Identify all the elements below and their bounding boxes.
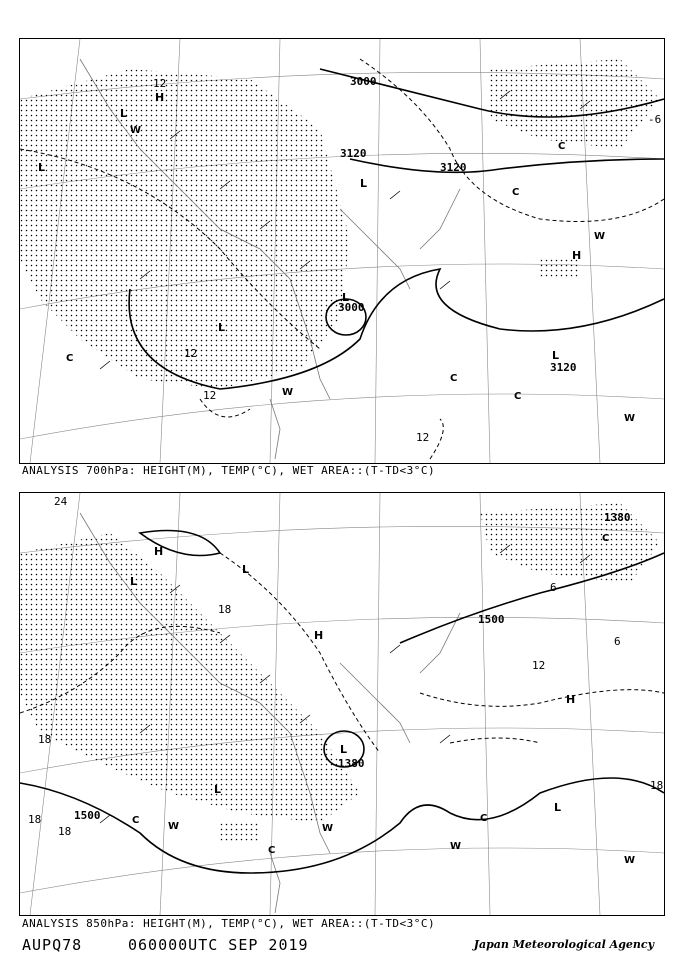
temp-label: 12 [153, 77, 167, 90]
temp-label: 24 [54, 495, 68, 508]
warm-center: W [130, 125, 142, 136]
cold-center: C [602, 533, 610, 544]
cold-center: C [480, 813, 488, 824]
warm-center: W [624, 855, 636, 866]
cold-center: C [66, 353, 74, 364]
low-pressure-center: L [554, 801, 562, 814]
cold-center: C [450, 373, 458, 384]
height-label: 3120 [340, 147, 367, 160]
low-pressure-center: L [130, 575, 138, 588]
high-pressure-center: H [155, 91, 165, 104]
warm-center: W [168, 821, 180, 832]
low-pressure-center: L [552, 349, 560, 362]
warm-center: W [594, 231, 606, 242]
low-pressure-center: L [242, 563, 250, 576]
temp-label: 18 [218, 603, 232, 616]
map-700hpa-canvas [20, 39, 664, 463]
cold-center: C [512, 187, 520, 198]
low-pressure-center: L [218, 321, 226, 334]
valid-time: 060000UTC SEP 2019 [128, 936, 309, 954]
low-pressure-center: L [340, 743, 348, 756]
low-pressure-center: L [120, 107, 128, 120]
temp-label: 12 [184, 347, 198, 360]
temp-label: 6 [550, 581, 557, 594]
cold-center: C [514, 391, 522, 402]
map-panel-850hpa [19, 492, 665, 916]
warm-center: W [450, 841, 462, 852]
height-label: 1500 [74, 809, 101, 822]
high-pressure-center: H [314, 629, 324, 642]
cold-center: C [132, 815, 140, 826]
height-label: 3120 [550, 361, 577, 374]
height-label: 1380 [338, 757, 365, 770]
temp-label: 18 [38, 733, 52, 746]
map-panel-700hpa [19, 38, 665, 464]
temp-label: 12 [416, 431, 430, 444]
agency-name: Japan Meteorological Agency [473, 938, 654, 951]
height-label: 3000 [350, 75, 377, 88]
high-pressure-center: H [572, 249, 582, 262]
cold-center: C [268, 845, 276, 856]
cold-center: C [558, 141, 566, 152]
caption-850hpa: ANALYSIS 850hPa: HEIGHT(M), TEMP(°C), WET AREA::(T-TD<3°C) [22, 917, 436, 930]
temp-label: 18 [28, 813, 42, 826]
low-pressure-center: L [38, 161, 46, 174]
warm-center: W [322, 823, 334, 834]
temp-label: 12 [532, 659, 546, 672]
wet-area-shading [20, 503, 660, 843]
caption-700hpa: ANALYSIS 700hPa: HEIGHT(M), TEMP(°C), WET AREA::(T-TD<3°C) [22, 464, 436, 477]
temp-label: 6 [614, 635, 621, 648]
wet-area-shading [20, 59, 660, 389]
low-pressure-center: L [214, 783, 222, 796]
low-pressure-center: L [342, 291, 350, 304]
height-label: 3000 [338, 301, 365, 314]
height-label: 1380 [604, 511, 631, 524]
height-label: 3120 [440, 161, 467, 174]
map-850hpa-canvas [20, 493, 664, 915]
height-label: 1500 [478, 613, 505, 626]
warm-center: W [282, 387, 294, 398]
low-pressure-center: L [360, 177, 368, 190]
warm-center: W [624, 413, 636, 424]
temp-label: 18 [650, 779, 664, 792]
temp-label: 18 [58, 825, 72, 838]
high-pressure-center: H [566, 693, 576, 706]
high-pressure-center: H [154, 545, 164, 558]
chart-id: AUPQ78 [22, 936, 83, 954]
temp-label: 12 [203, 389, 217, 402]
temp-label: -6 [648, 113, 662, 126]
